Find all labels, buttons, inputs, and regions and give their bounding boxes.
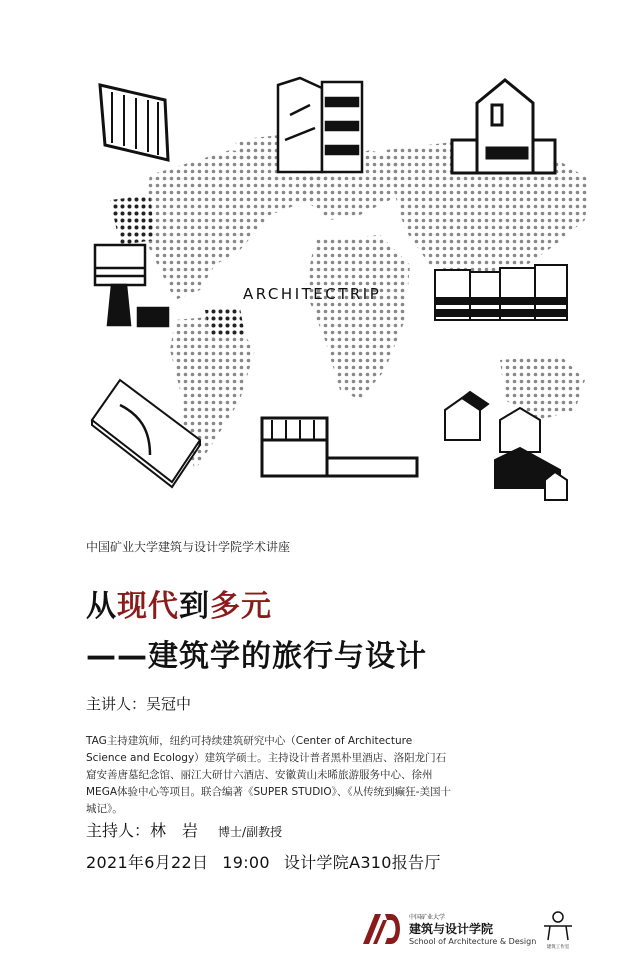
page-title-line2: ——建筑学的旅行与设计 [86,639,427,674]
building-stair-section [278,78,362,172]
africa-dots [305,235,410,400]
speaker: 主讲人：吴冠中 [86,695,192,713]
speaker-bio: TAG主持建筑师，纽约可持续建筑研究中心（Center of Architecture Science and Ecology）建筑学硕士。主持设计普者黑朴里酒店、洛阳龙门石窟安善唐墓纪念馆、丽江大研廿六酒店、安徽黄山未晞旅游服务中心、徐州MEGA体验中心等项目。联合编著《SUPER STUDIO》、《从传统到癫狂-美国十城记》。 [86,735,451,815]
australia-dots [500,355,585,420]
host: 主持人：林 岩 博士/副教授 [86,821,283,840]
studio-logo-icon [540,910,576,942]
building-long [262,418,417,476]
event-date: 2021年6月22日 [86,853,209,872]
map-label: ARCHITECTRIP [243,285,382,303]
ad-logo-icon [361,910,405,946]
event-datetime [86,850,455,873]
lecture-series-label: 中国矿业大学建筑与设计学院学术讲座 [86,540,291,554]
studio-logo: 建筑工作室 [540,910,576,952]
building-wavy-facade [100,85,168,160]
dark-dots-na [110,195,155,245]
event-place: 设计学院A310报告厅 [283,853,441,872]
dark-dots-sa [205,308,245,338]
event-time: 19:00 [222,853,270,872]
building-house [452,80,555,173]
building-row [435,265,567,320]
page-title-line1: 从现代到多元 [86,589,272,624]
school-logo: 中国矿业大学 建筑与设计学院 School of Architecture & Design [361,910,531,950]
